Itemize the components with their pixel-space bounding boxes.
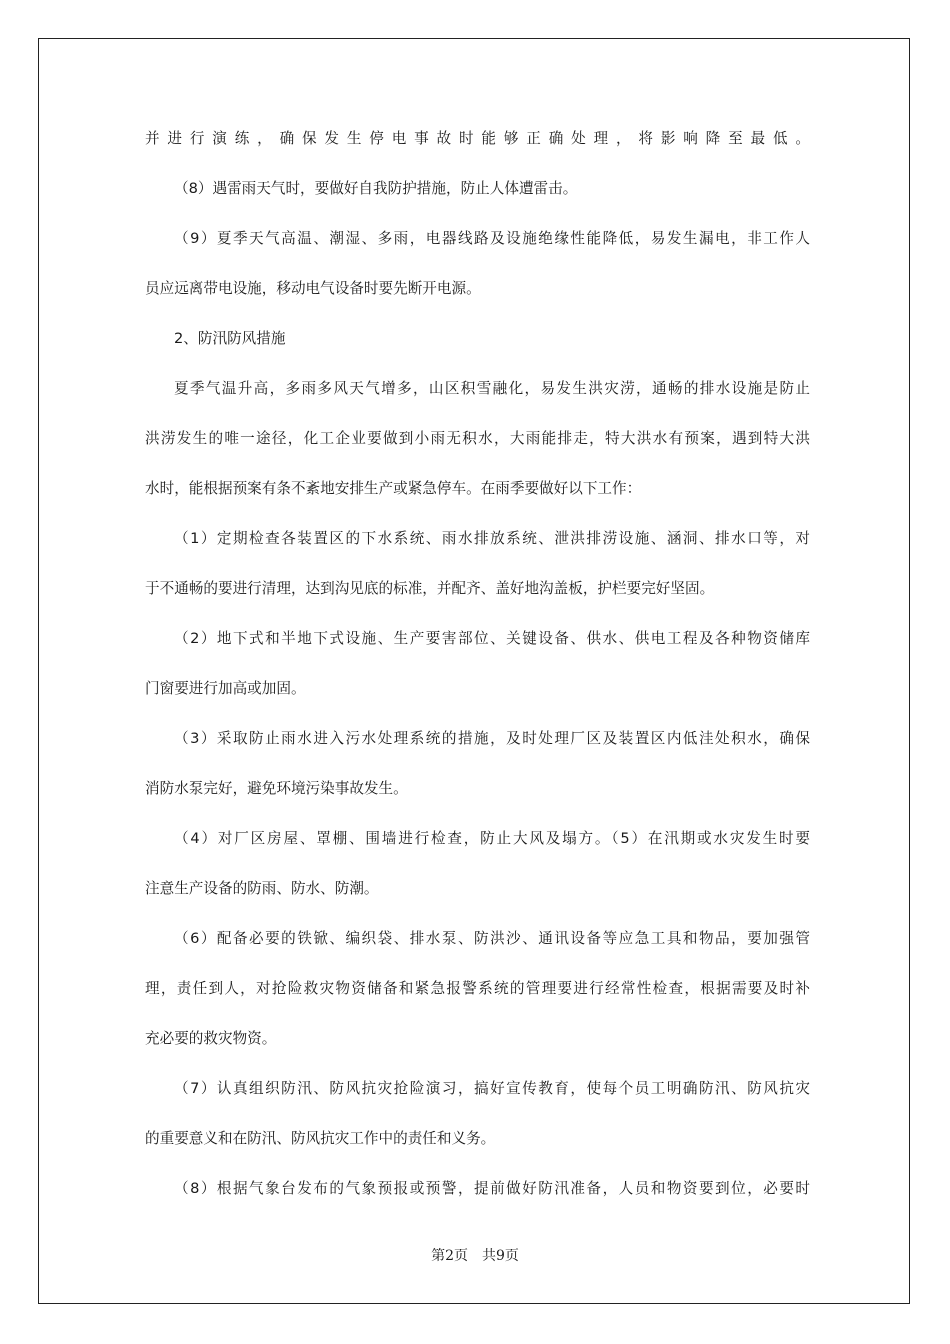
text-line: 于不通畅的要进行清理，达到沟见底的标准，并配齐、盖好地沟盖板，护栏要完好坚固。 [145,580,715,597]
text-line: （4）对厂区房屋、罩棚、围墙进行检查，防止大风及塌方。（5）在汛期或水灾发生时要 [174,830,810,847]
text-line: （6）配备必要的铁锨、编织袋、排水泵、防洪沙、通讯设备等应急工具和物品，要加强管 [174,930,810,947]
page-total: 共9页 [482,1248,519,1264]
text-line: 理，责任到人，对抢险救灾物资储备和紧急报警系统的管理要进行经常性检查，根据需要及时补 [145,980,810,997]
text-line: 夏季气温升高，多雨多风天气增多，山区积雪融化，易发生洪灾涝，通畅的排水设施是防止 [174,380,810,397]
page-footer [0,1245,950,1265]
text-line: 洪涝发生的唯一途径，化工企业要做到小雨无积水，大雨能排走，特大洪水有预案，遇到特大洪 [145,430,810,447]
text-line: 注意生产设备的防雨、防水、防潮。 [145,880,379,897]
text-line: 员应远离带电设施，移动电气设备时要先断开电源。 [145,280,481,297]
text-line: 门窗要进行加高或加固。 [145,680,306,697]
text-line: （1）定期检查各装置区的下水系统、雨水排放系统、泄洪排涝设施、涵洞、排水口等，对 [174,530,810,547]
text-line: 消防水泵完好，避免环境污染事故发生。 [145,780,408,797]
section-heading: 2、防汛防风措施 [174,330,286,347]
text-line: （2）地下式和半地下式设施、生产要害部位、关键设备、供水、供电工程及各种物资储库 [174,630,810,647]
text-line: 充必要的救灾物资。 [145,1030,277,1047]
page-number: 第2页 [431,1248,468,1264]
text-line: 水时，能根据预案有条不紊地安排生产或紧急停车。在雨季要做好以下工作： [145,480,642,497]
document-body [145,120,810,1220]
text-line: （3）采取防止雨水进入污水处理系统的措施，及时处理厂区及装置区内低洼处积水，确保 [174,730,810,747]
text-line: （7）认真组织防汛、防风抗灾抢险演习，搞好宣传教育，使每个员工明确防汛、防风抗灾 [174,1080,810,1097]
text-line: （9）夏季天气高温、潮湿、多雨，电器线路及设施绝缘性能降低，易发生漏电，非工作人 [174,230,810,247]
text-line: 的重要意义和在防汛、防风抗灾工作中的责任和义务。 [145,1130,496,1147]
text-line: （8）遇雷雨天气时，要做好自我防护措施，防止人体遭雷击。 [174,180,578,197]
text-line: （8）根据气象台发布的气象预报或预警，提前做好防汛准备，人员和物资要到位，必要时 [174,1180,810,1197]
text-line: 并进行演练，确保发生停电事故时能够正确处理，将影响降至最低。 [145,130,810,147]
